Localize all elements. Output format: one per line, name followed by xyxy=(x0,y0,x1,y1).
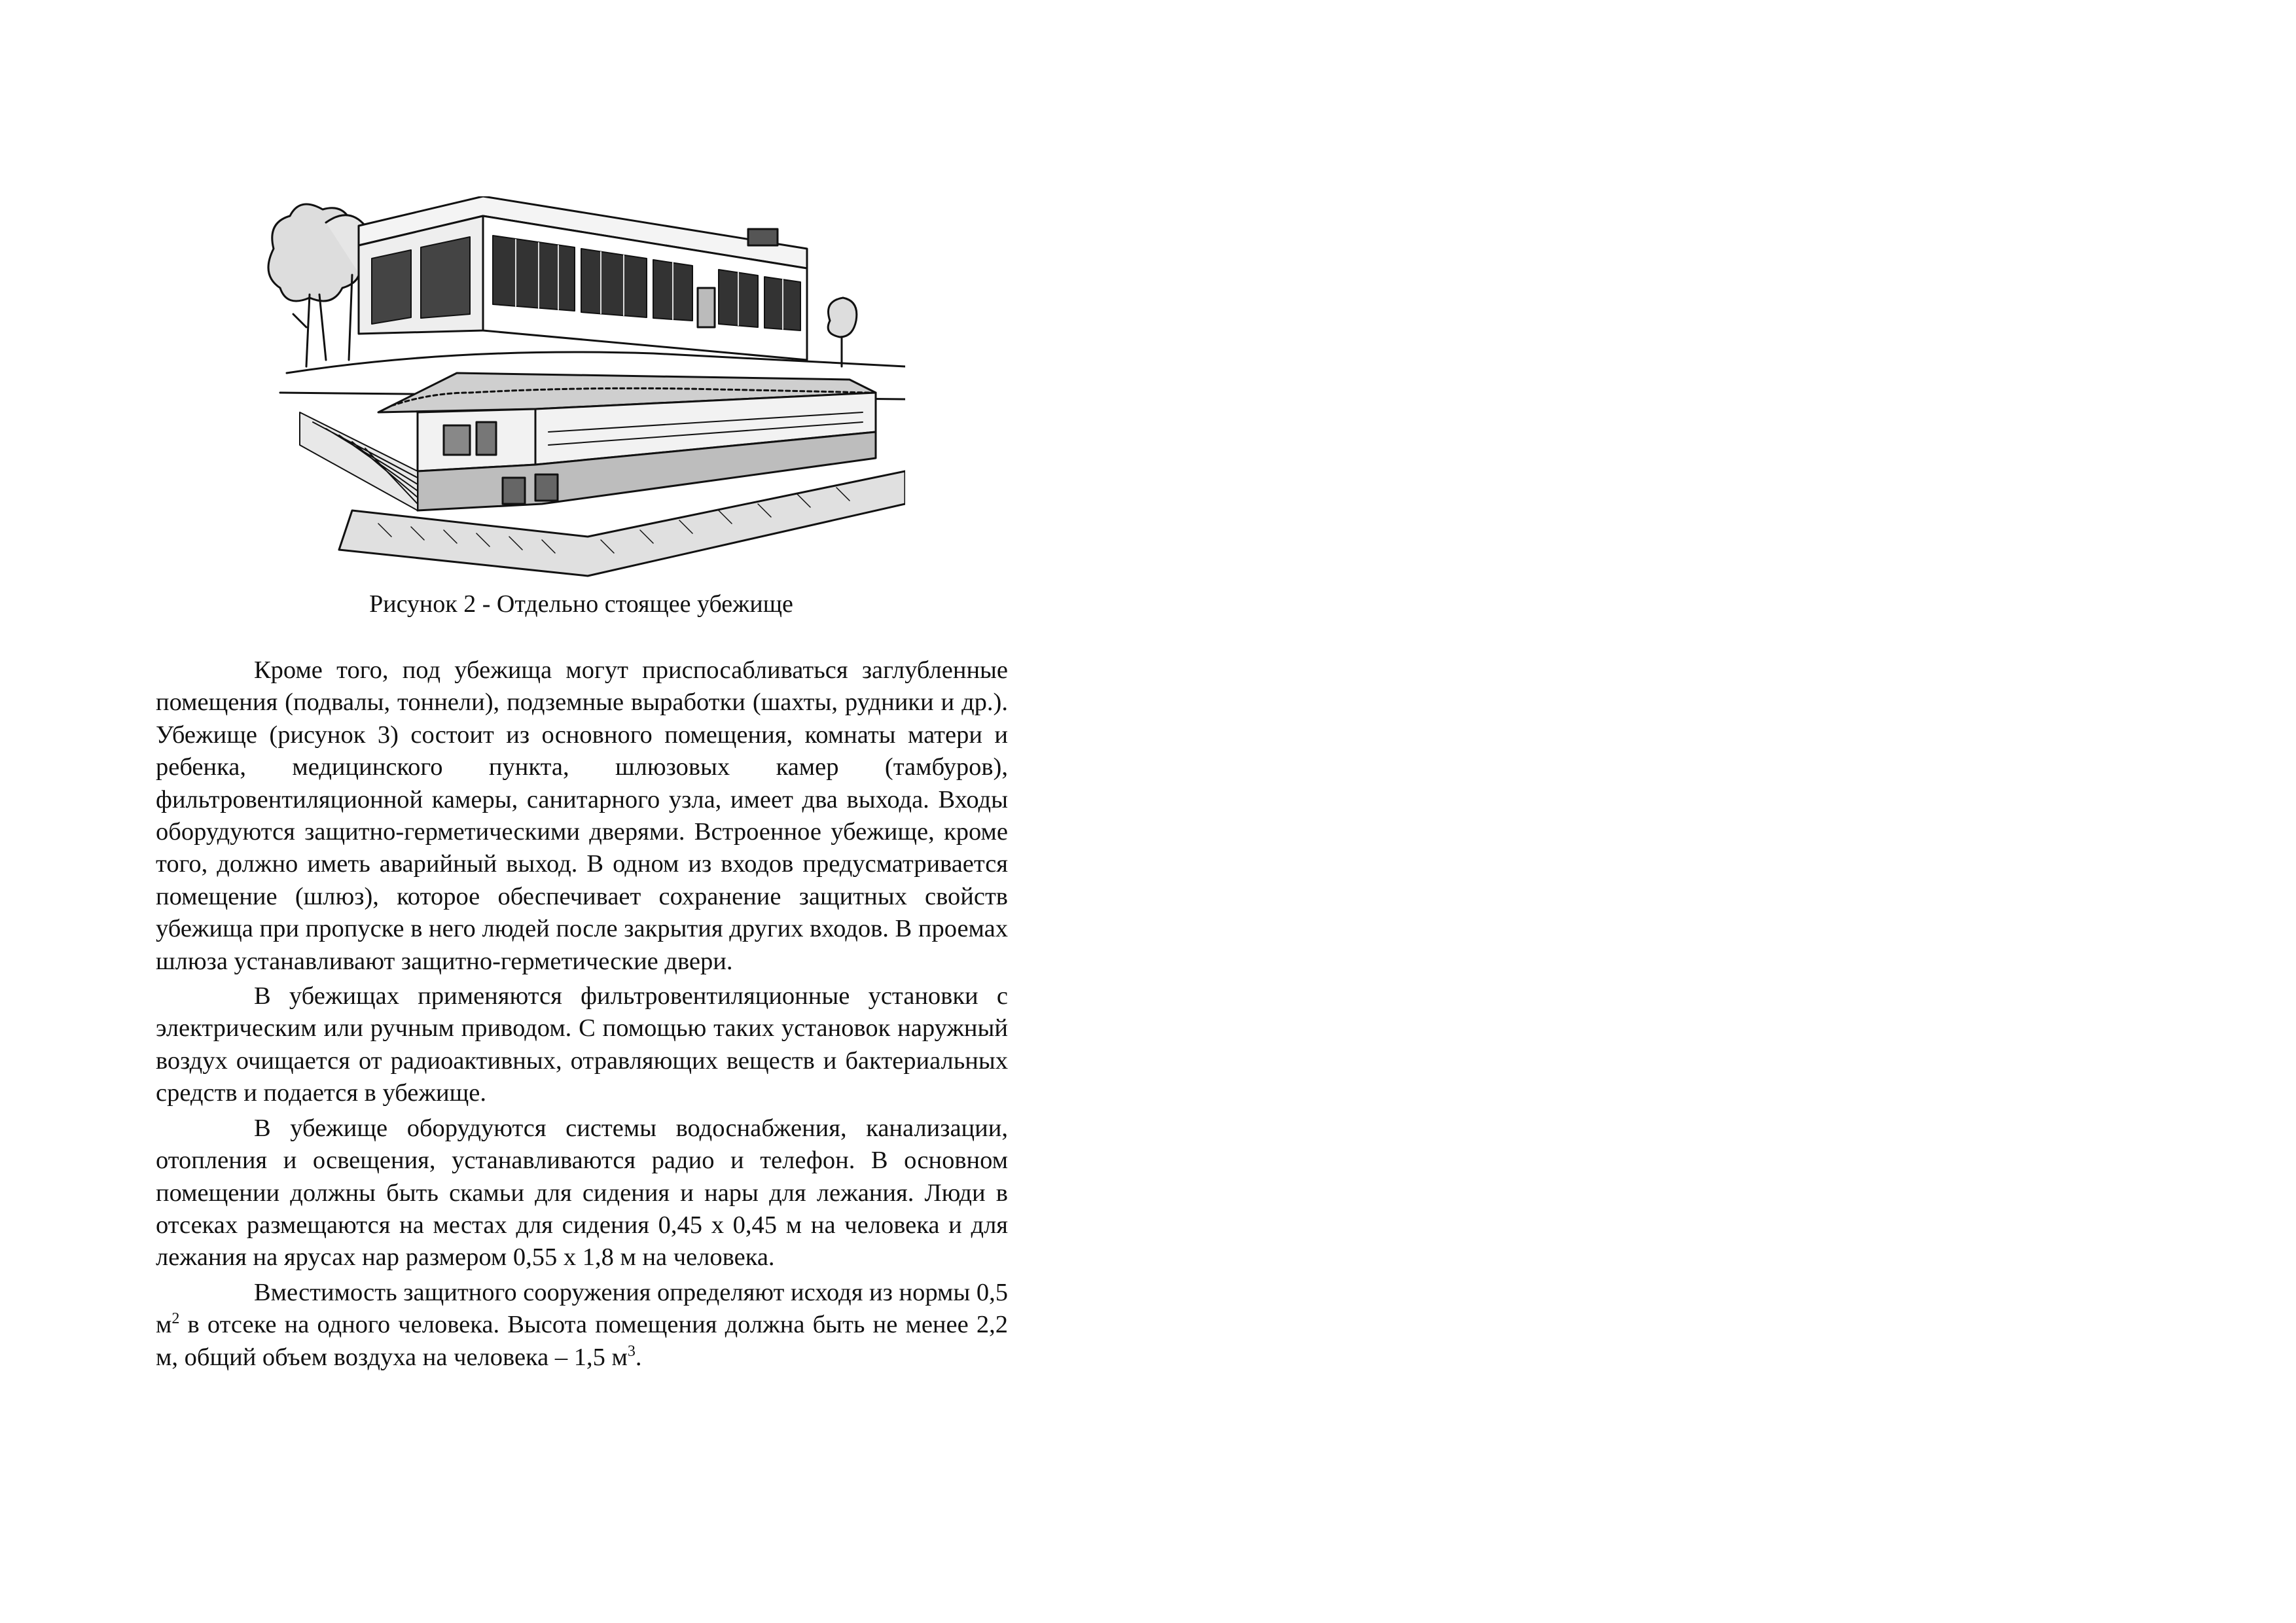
cube-superscript: 3 xyxy=(627,1342,636,1360)
figure-caption: Рисунок 2 - Отдельно стоящее убежище xyxy=(369,590,793,618)
shelter-illustration xyxy=(260,196,905,589)
paragraph-3: В убежище оборудуются системы водоснабжения, канализации, отопления и освещения, устанавливаются радио и телефон. В основном помещении должны быть скамьи для сидения и нары для лежания. Люди в отсеках размещаются на местах для сидения 0,45 х 0,45 м на человека и для лежания на ярусах нар размером 0,55 х 1,8 м на человека. xyxy=(156,1114,1008,1272)
paragraph-1: Кроме того, под убежища могут приспосабливаться заглубленные помещения (подвалы, тоннели), подземные выработки (шахты, рудники и др.). Убежище (рисунок 3) состоит из основного помещения, комнаты матери и ребенка, медицинского пункта, шлюзовых камер (тамбуров), фильтровентиляционной камеры, санитарного узла, имеет два выхода. Входы оборудуются защитно-герметическими дверями. Встроенное убежище, кроме того, должно иметь аварийный выход. В одном из входов предусматривается помещение (шлюз), которое обеспечивает сохранение защитных свойств убежища при пропуске в него людей после закрытия других входов. В проемах шлюза устанавливают защитно-герметические двери. xyxy=(156,656,1008,975)
paragraph-4-part-3: . xyxy=(635,1343,642,1371)
body-text xyxy=(156,654,1008,1374)
square-superscript: 2 xyxy=(171,1310,180,1328)
paragraph-4-part-1: Вместимость защитного сооружения определяют исходя из нормы 0,5 м xyxy=(156,1278,1008,1339)
paragraph-2: В убежищах применяются фильтровентиляционные установки с электрическим или ручным приводом. С помощью таких установок наружный воздух очищается от радиоактивных, отравляющих веществ и бактериальных средств и подается в убежище. xyxy=(156,982,1008,1107)
paragraph-4 xyxy=(156,1277,1008,1374)
shelter-drawing xyxy=(260,196,905,589)
paragraph-4-part-2: в отсеке на одного человека. Высота помещения должна быть не менее 2,2 м, общий объем воздуха на человека – 1,5 м xyxy=(156,1311,1008,1371)
